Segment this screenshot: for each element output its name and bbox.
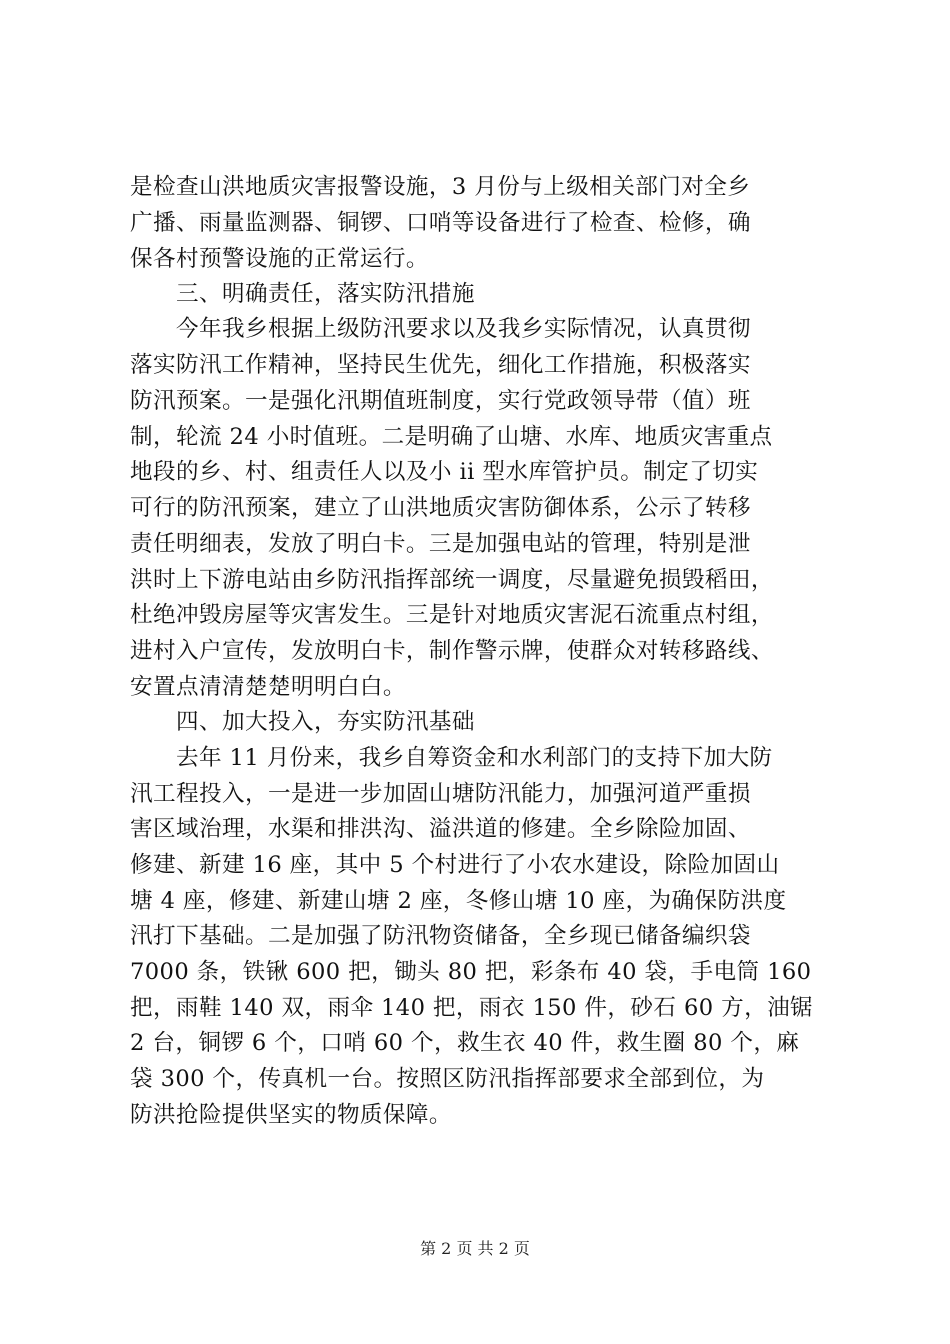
text-line: 防洪抢险提供坚实的物质保障。 <box>130 1102 452 1128</box>
text-line: 防汛预案。一是强化汛期值班制度，实行党政领导带（值）班 <box>130 388 751 414</box>
text-line: 去年 11 月份来，我乡自筹资金和水利部门的支持下加大防 <box>130 745 773 771</box>
text-line: 是检查山洪地质灾害报警设施，3 月份与上级相关部门对全乡 <box>130 174 751 200</box>
text-line: 落实防汛工作精神，坚持民生优先，细化工作措施，积极落实 <box>130 352 751 378</box>
text-line: 制，轮流 24 小时值班。二是明确了山塘、水库、地质灾害重点 <box>130 424 773 450</box>
text-line: 修建、新建 16 座，其中 5 个村进行了小农水建设，除险加固山 <box>130 852 780 878</box>
page-footer: 第 2 页 共 2 页 <box>420 1239 530 1258</box>
text-line: 把，雨鞋 140 双，雨伞 140 把，雨衣 150 件，砂石 60 方，油锯 <box>130 995 814 1021</box>
text-line: 今年我乡根据上级防汛要求以及我乡实际情况，认真贯彻 <box>130 316 751 342</box>
text-line: 责任明细表，发放了明白卡。三是加强电站的管理，特别是泄 <box>130 531 751 557</box>
text-line: 杜绝冲毁房屋等灾害发生。三是针对地质灾害泥石流重点村组， <box>130 602 774 628</box>
text-line: 害区域治理，水渠和排洪沟、溢洪道的修建。全乡除险加固、 <box>130 816 751 842</box>
text-line: 塘 4 座，修建、新建山塘 2 座，冬修山塘 10 座，为确保防洪度 <box>130 888 787 914</box>
section-heading: 四、加大投入，夯实防汛基础 <box>130 709 475 735</box>
text-line: 汛工程投入，一是进一步加固山塘防汛能力，加强河道严重损 <box>130 781 751 807</box>
section-heading: 三、明确责任，落实防汛措施 <box>130 281 475 307</box>
text-line: 7000 条，铁锹 600 把，锄头 80 把，彩条布 40 袋，手电筒 160 <box>130 959 812 985</box>
text-line: 安置点清清楚楚明明白白。 <box>130 674 406 700</box>
text-line: 袋 300 个，传真机一台。按照区防汛指挥部要求全部到位，为 <box>130 1066 765 1092</box>
text-line: 可行的防汛预案，建立了山洪地质灾害防御体系，公示了转移 <box>130 495 751 521</box>
text-line: 广播、雨量监测器、铜锣、口哨等设备进行了检查、检修，确 <box>130 210 751 236</box>
text-line: 洪时上下游电站由乡防汛指挥部统一调度，尽量避免损毁稻田， <box>130 567 774 593</box>
text-line: 保各村预警设施的正常运行。 <box>130 246 429 272</box>
text-line: 2 台，铜锣 6 个，口哨 60 个，救生衣 40 件，救生圈 80 个，麻 <box>130 1030 800 1056</box>
text-line: 进村入户宣传，发放明白卡，制作警示牌，使群众对转移路线、 <box>130 638 774 664</box>
text-line: 汛打下基础。二是加强了防汛物资储备，全乡现已储备编织袋 <box>130 923 751 949</box>
text-line: 地段的乡、村、组责任人以及小 ii 型水库管护员。制定了切实 <box>130 459 759 485</box>
